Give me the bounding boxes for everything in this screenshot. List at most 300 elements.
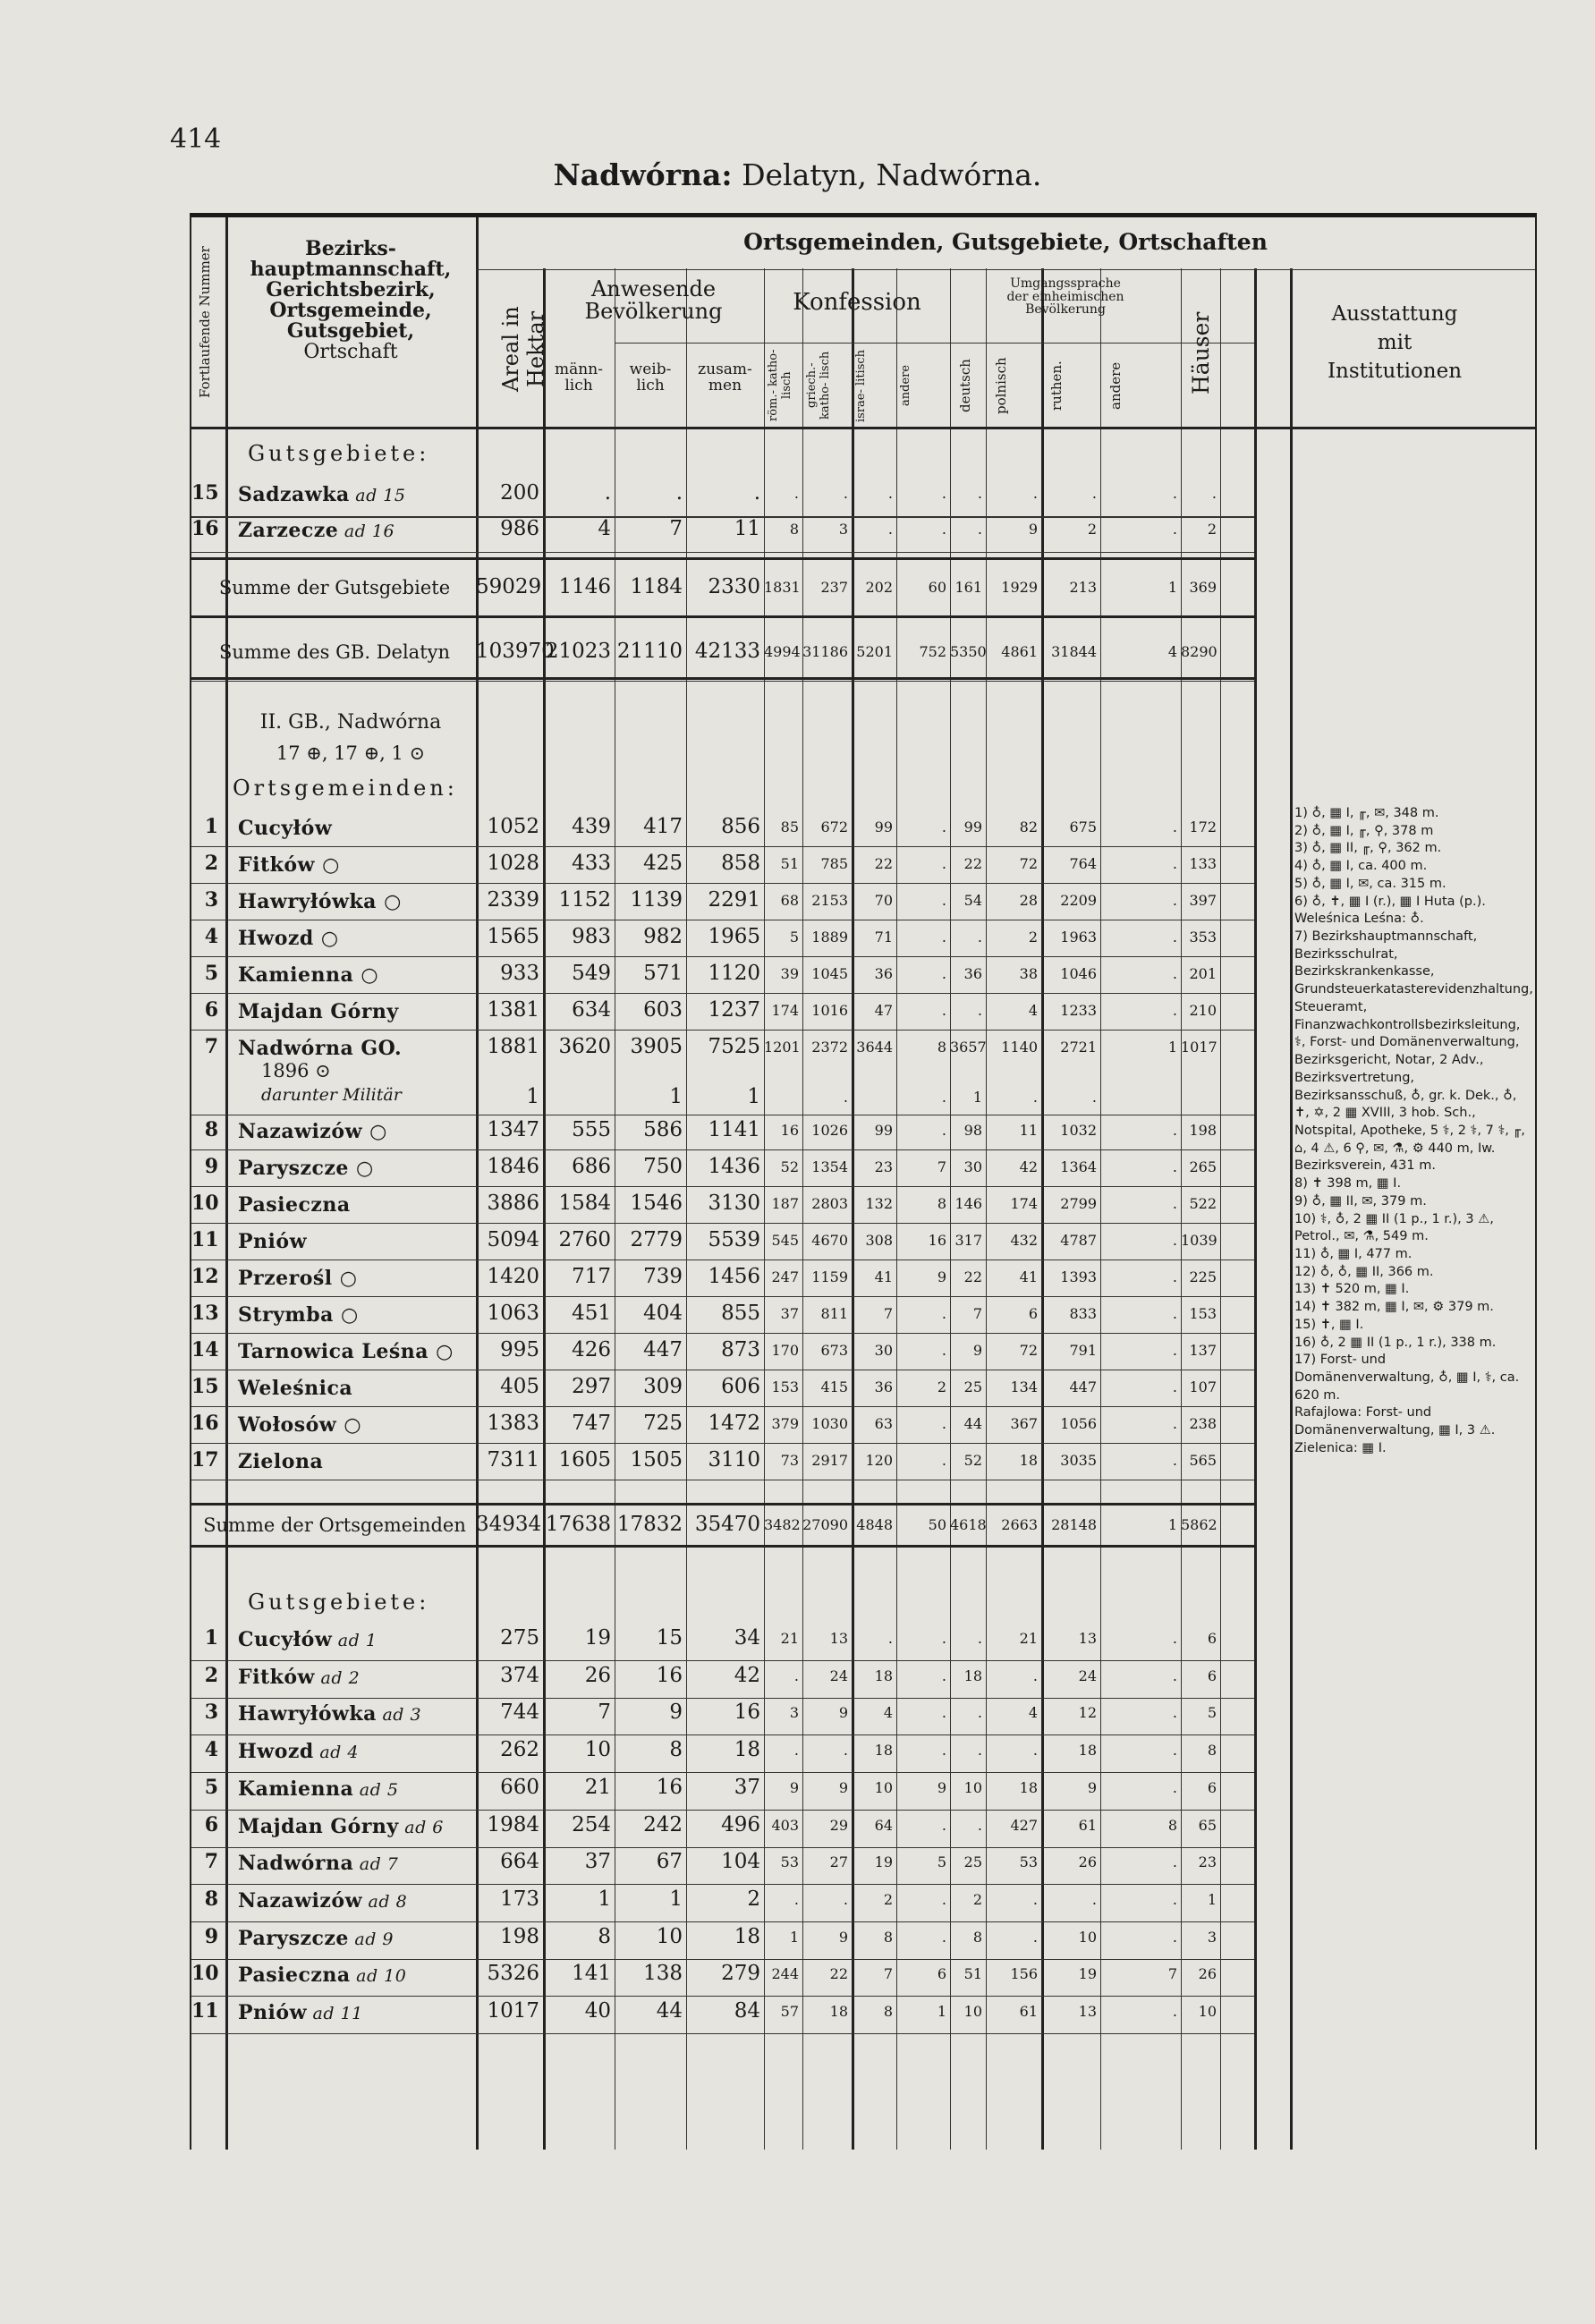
gutsgebiet-row-value: . <box>1172 1928 1177 1946</box>
top-gutsgebiet-row-value: . <box>941 521 946 538</box>
gutsgebiet-row-name-text: Hawryłówka <box>238 1702 377 1726</box>
gutsgebiet-row-name <box>238 2001 363 2024</box>
ortsgemeinde-row-value: 22 <box>874 855 893 872</box>
row-rule <box>191 677 1254 680</box>
top-gutsgebiet-row-name-suffix: ad 15 <box>349 486 406 505</box>
header-area: Areal in Hektar <box>498 306 548 392</box>
gutsgebiet-row-value: 173 <box>500 1887 539 1911</box>
gutsgebiet-row-name <box>238 1740 359 1763</box>
gutsgebiet-row-value: 25 <box>963 1853 982 1871</box>
institution-entry: Zielenica: ▦ I. <box>1294 1440 1387 1455</box>
gutsgebiet-row-value: . <box>1172 1778 1177 1796</box>
gutsgebiet-row-value: 57 <box>780 2003 799 2020</box>
gutsgebiet-row-value: 13 <box>1078 1630 1097 1647</box>
ortsgemeinde-row-value: 856 <box>721 815 760 838</box>
gutsgebiet-row-name-suffix: ad 5 <box>353 1779 399 1800</box>
gutsgebiet-row-value: 26 <box>584 1663 611 1687</box>
header-institutions-line: Institutionen <box>1327 360 1463 384</box>
ortsgemeinde-row-value: 153 <box>1189 1305 1217 1322</box>
ortsgemeinde-row-name <box>238 1340 454 1363</box>
ortsgemeinde-row-value: 63 <box>874 1415 893 1432</box>
ortsgemeinde-row-name-text: Paryszcze ○ <box>238 1157 374 1180</box>
gutsgebiet-row-value: . <box>1091 1890 1097 1908</box>
top-gutsgebiet-row-value: 11 <box>734 517 760 540</box>
ortsgemeinde-row-value: 3657 <box>950 1039 987 1056</box>
gutsgebiet-row-value: 4 <box>883 1704 893 1722</box>
top-gutsgebiet-row-value: 200 <box>500 481 539 505</box>
ortsgemeinde-row-value: 72 <box>1019 855 1038 872</box>
column-rule <box>225 217 228 2150</box>
ortsgemeinde-row-value: 603 <box>643 998 683 1022</box>
ortsgemeinde-row-value: 2779 <box>630 1228 683 1251</box>
ortsgemeinde-row-value: 1139 <box>630 888 683 912</box>
gutsgebiet-row-value: 8 <box>883 1928 893 1946</box>
ortsgemeinde-row-value: 18 <box>1019 1452 1038 1469</box>
ortsgemeinde-row-value: . <box>941 965 946 982</box>
gutsgebiet-row-value: 8 <box>1167 1816 1177 1834</box>
ortsgemeinde-row-value: . <box>941 855 946 872</box>
section-ortsgemeinden-heading: Ortsgemeinden: <box>233 776 458 801</box>
sum-gutsgebiete-value: 1 <box>1167 579 1177 596</box>
gutsgebiet-row-number: 11 <box>191 1999 219 2023</box>
ortsgemeinde-row-value: 4 <box>1028 1002 1038 1019</box>
ortsgemeinde-row-value: 606 <box>721 1375 760 1398</box>
ortsgemeinde-row-value: 8 <box>937 1039 946 1056</box>
top-gutsgebiet-row-value: 3 <box>838 521 848 538</box>
gutsgebiet-row-value: 7 <box>598 1701 611 1725</box>
sum-gb-delatyn-value: 31186 <box>802 643 848 660</box>
ortsgemeinde-row-value: 85 <box>780 818 799 835</box>
ortsgemeinde-row-value: 555 <box>572 1118 611 1141</box>
ortsgemeinde-row-value: 174 <box>771 1002 799 1019</box>
ortsgemeinde-row-name <box>238 1450 323 1473</box>
ortsgemeinde-row-value: . <box>941 1002 946 1019</box>
row-rule <box>191 1847 1254 1848</box>
institution-entry: 14) ✝ 382 m, ▦ I, ✉, ⚙ 379 m. <box>1294 1300 1494 1315</box>
ortsgemeinde-row-value: 172 <box>1189 818 1217 835</box>
gutsgebiet-row-value: 1 <box>669 1887 683 1911</box>
header-population <box>543 278 764 323</box>
gutsgebiet-row-name-text: Fitków <box>238 1665 315 1689</box>
row-rule <box>191 681 1254 682</box>
institution-entry: 11) ♁, ▦ I, 477 m. <box>1294 1246 1413 1261</box>
ortsgemeinde-row-value: 1052 <box>487 815 539 838</box>
ortsgemeinde-row-value: 1347 <box>487 1118 539 1141</box>
gutsgebiet-row-value: 15 <box>656 1626 683 1650</box>
row-rule <box>191 1545 1254 1548</box>
gutsgebiet-row-value: 6 <box>1207 1667 1217 1684</box>
sum-ortsgemeinden-value: 17638 <box>545 1513 611 1536</box>
ortsgemeinde-row-value: 30 <box>963 1158 982 1175</box>
row-rule <box>191 1698 1254 1699</box>
gutsgebiet-row-value: 53 <box>1019 1853 1038 1871</box>
top-gutsgebiet-row-value: . <box>887 485 893 502</box>
ortsgemeinde-row-value: . <box>941 818 946 835</box>
gutsgebiet-row-name-suffix: ad 4 <box>313 1743 359 1763</box>
row-rule <box>191 517 1254 518</box>
top-gutsgebiet-row-value: 4 <box>598 517 611 540</box>
sum-ortsgemeinden-value: 4618 <box>950 1516 987 1533</box>
ortsgemeinde-row-name <box>238 1230 307 1253</box>
ortsgemeinde-row-value: 99 <box>963 818 982 835</box>
ortsgemeinde-row-number: 1 <box>204 815 218 838</box>
gutsgebiet-row-value: 660 <box>500 1775 539 1799</box>
institution-entry: 17) Forst- und Domänenverwaltung, ♁, ▦ I, ⚕, ca. 620 m. <box>1294 1353 1520 1403</box>
gutsgebiet-row-value: . <box>941 1667 946 1684</box>
row-rule <box>191 956 1254 957</box>
ortsgemeinde-row-value: 1063 <box>487 1302 539 1325</box>
gutsgebiet-row-name-text: Paryszcze <box>238 1926 349 1950</box>
ortsgemeinde-row-value: . <box>1172 818 1177 835</box>
gutsgebiet-row-value: 51 <box>963 1965 982 1983</box>
gutsgebiet-row-value: 1 <box>598 1887 611 1911</box>
gutsgebiet-row-value: 275 <box>500 1626 539 1650</box>
ortsgemeinde-row-value: . <box>1172 965 1177 982</box>
ortsgemeinde-row-value: 725 <box>643 1412 683 1435</box>
gutsgebiet-row-name-suffix: ad 2 <box>315 1667 361 1688</box>
institution-entry: 13) ✝ 520 m, ▦ I. <box>1294 1282 1410 1297</box>
sum-gutsgebiete-value: 1146 <box>558 575 611 598</box>
gutsgebiet-row-value: 10 <box>874 1778 893 1796</box>
gutsgebiet-row-number: 10 <box>191 1962 219 1986</box>
gutsgebiet-row-value: 24 <box>1078 1667 1097 1684</box>
ortsgemeinde-row-number: 10 <box>191 1192 219 1215</box>
ortsgemeinde-row-number: 9 <box>204 1155 218 1178</box>
gutsgebiet-row-value: 262 <box>500 1738 539 1762</box>
ortsgemeinde-row-value: 426 <box>572 1338 611 1361</box>
ortsgemeinde-row-value: 41 <box>1019 1268 1038 1285</box>
ortsgemeinde-row-value: 54 <box>963 892 982 909</box>
gutsgebiet-row-value: 5 <box>937 1853 946 1871</box>
ortsgemeinde-row-name-text: Cucyłów <box>238 817 333 840</box>
gutsgebiet-row-value: 18 <box>874 1742 893 1760</box>
ortsgemeinde-row-value: 44 <box>963 1415 982 1432</box>
header-houses: Häuser <box>1188 311 1214 395</box>
sum-gb-delatyn-value: 4 <box>1167 643 1177 660</box>
header-language-l2: polnisch <box>993 357 1009 414</box>
ortsgemeinde-row-value: . <box>941 929 946 946</box>
ortsgemeinde-row-name-text: Pniów <box>238 1230 308 1253</box>
ortsgemeinde-row-value: 210 <box>1189 1002 1217 1019</box>
ortsgemeinde-row-value: 447 <box>643 1338 683 1361</box>
row-rule <box>191 1406 1254 1407</box>
gutsgebiet-row-name-suffix: ad 9 <box>348 1929 395 1949</box>
gutsgebiet-row-value: 2 <box>883 1890 893 1908</box>
ortsgemeinde-row-value: . <box>977 1002 982 1019</box>
ortsgemeinde-row-value: . <box>941 1305 946 1322</box>
ortsgemeinde-row-value: . <box>1172 1415 1177 1432</box>
ortsgemeinde-row-value: 717 <box>572 1265 611 1288</box>
gutsgebiet-row-value: 744 <box>500 1701 539 1725</box>
header-ordinal: Fortlaufende Nummer <box>197 246 213 398</box>
ortsgemeinde-row-value: 2721 <box>1060 1039 1097 1056</box>
sum-gutsgebiete-value: 59029 <box>476 575 542 598</box>
top-gutsgebiet-row-name-suffix: ad 16 <box>338 522 395 541</box>
row-rule <box>191 1660 1254 1661</box>
ortsgemeinde-row-value: 405 <box>500 1375 539 1398</box>
gutsgebiet-row-value: . <box>887 1630 893 1647</box>
top-gutsgebiet-row-value: 9 <box>1028 521 1038 538</box>
gutsgebiet-row-name <box>238 1777 398 1801</box>
ortsgemeinde-row-value: 1605 <box>558 1448 611 1472</box>
gutsgebiet-row-value: 61 <box>1078 1816 1097 1834</box>
ortsgemeinde-row-value: 1030 <box>811 1415 848 1432</box>
sum-ortsgemeinden-value: 27090 <box>802 1516 848 1533</box>
header-institutions <box>1254 300 1535 386</box>
ortsgemeinde-row-value: 25 <box>963 1378 982 1395</box>
ortsgemeinde-row-value: 672 <box>820 818 848 835</box>
gb-title: II. GB., Nadwórna <box>259 711 442 734</box>
gutsgebiet-row-value: . <box>941 1630 946 1647</box>
gutsgebiet-row-value: . <box>977 1816 982 1834</box>
ortsgemeinde-row-value: 47 <box>874 1002 893 1019</box>
header-language-line: der einheimischen <box>1006 289 1124 304</box>
sum-ortsgemeinden-value: 34934 <box>476 1513 542 1536</box>
sum-gb-delatyn-value: 5350 <box>950 643 987 660</box>
gutsgebiet-row-value: 23 <box>1198 1853 1217 1871</box>
gutsgebiet-row-value: . <box>977 1704 982 1722</box>
sum-gb-delatyn-value: 31844 <box>1051 643 1097 660</box>
gutsgebiet-row-name-text: Cucyłów <box>238 1628 333 1651</box>
sum-gutsgebiete-value: 237 <box>820 579 848 596</box>
nadworna-military-label: darunter Militär <box>261 1085 402 1105</box>
ortsgemeinde-row-name <box>238 853 340 877</box>
nadworna-military-value: 1 <box>669 1085 683 1108</box>
top-gutsgebiet-row-value: . <box>675 481 683 505</box>
row-rule <box>191 1186 1254 1187</box>
ortsgemeinde-row-value: 201 <box>1189 965 1217 982</box>
ortsgemeinde-row-value: 36 <box>963 965 982 982</box>
gutsgebiet-row-value: 6 <box>1207 1630 1217 1647</box>
gutsgebiet-row-value: . <box>941 1890 946 1908</box>
sum-ortsgemeinden-value: 4848 <box>856 1516 893 1533</box>
ortsgemeinde-row-value: 1056 <box>1060 1415 1097 1432</box>
ortsgemeinde-row-value: 1881 <box>487 1035 539 1058</box>
header-name-line: Bezirks- <box>305 237 396 260</box>
row-rule <box>191 1810 1254 1811</box>
gutsgebiet-row-value: 10 <box>584 1738 611 1762</box>
gutsgebiet-row-value: 2 <box>747 1887 760 1911</box>
ortsgemeinde-row-value: 9 <box>937 1268 946 1285</box>
header-male <box>543 362 615 394</box>
ortsgemeinde-row-value: 791 <box>1069 1342 1097 1359</box>
sum-gb-delatyn-value: 21023 <box>545 640 611 663</box>
gutsgebiet-row-value: 16 <box>656 1775 683 1799</box>
gutsgebiet-row-number: 7 <box>204 1850 218 1874</box>
ortsgemeinde-row-value: 811 <box>820 1305 848 1322</box>
ortsgemeinde-row-value: 308 <box>865 1232 893 1249</box>
top-gutsgebiet-row-name <box>238 483 405 506</box>
header-bottom-rule <box>191 427 1535 429</box>
ortsgemeinde-row-value: 353 <box>1189 929 1217 946</box>
gutsgebiet-row-name-text: Kamienna <box>238 1777 354 1801</box>
ortsgemeinde-row-name-text: Nazawizów ○ <box>238 1120 387 1143</box>
gutsgebiet-row-value: 3 <box>789 1704 799 1722</box>
nadworna-military-value: 1 <box>747 1085 760 1108</box>
sum-ortsgemeinden-label: Summe der Ortsgemeinden <box>203 1514 466 1536</box>
ortsgemeinde-row-value: 73 <box>780 1452 799 1469</box>
gutsgebiet-row-value: 16 <box>734 1701 760 1725</box>
top-gutsgebiet-row-name-text: Sadzawka <box>238 483 350 506</box>
gutsgebiet-row-value: 403 <box>771 1816 799 1834</box>
ortsgemeinde-row-value: 107 <box>1189 1378 1217 1395</box>
sum-gb-delatyn-value: 4861 <box>1001 643 1038 660</box>
ortsgemeinde-row-value: 2 <box>937 1378 946 1395</box>
header-rule <box>476 269 1535 270</box>
ortsgemeinde-row-value: 2917 <box>811 1452 848 1469</box>
header-female-line: lich <box>636 376 665 394</box>
gutsgebiet-row-number: 2 <box>204 1663 218 1687</box>
gutsgebiet-row-value: 8 <box>669 1738 683 1762</box>
ortsgemeinde-row-value: 71 <box>874 929 893 946</box>
ortsgemeinde-row-value: 586 <box>643 1118 683 1141</box>
ortsgemeinde-row-name <box>238 1193 351 1217</box>
gutsgebiet-row-name <box>238 1628 377 1651</box>
ortsgemeinde-row-value: 433 <box>572 852 611 875</box>
gutsgebiet-row-value: 21 <box>780 1630 799 1647</box>
ortsgemeinde-row-value: 132 <box>865 1195 893 1212</box>
gutsgebiet-row-value: 21 <box>1019 1630 1038 1647</box>
ortsgemeinde-row-value: 51 <box>780 855 799 872</box>
top-gutsgebiet-row-value: . <box>1172 521 1177 538</box>
ortsgemeinde-row-value: . <box>941 1415 946 1432</box>
ortsgemeinde-row-value: 3035 <box>1060 1452 1097 1469</box>
gutsgebiet-row-value: 10 <box>656 1924 683 1948</box>
ortsgemeinde-row-value: 447 <box>1069 1378 1097 1395</box>
ortsgemeinde-row-value: . <box>941 1452 946 1469</box>
ortsgemeinde-row-value: . <box>1172 1305 1177 1322</box>
nadworna-military-value: . <box>1032 1089 1038 1106</box>
gutsgebiet-row-value: 7 <box>1167 1965 1177 1983</box>
top-gutsgebiet-row-value: 2 <box>1087 521 1097 538</box>
gutsgebiet-row-value: 1 <box>789 1928 799 1946</box>
row-rule <box>191 1223 1254 1224</box>
gutsgebiet-row-value: 37 <box>584 1850 611 1874</box>
gutsgebiet-row-number: 5 <box>204 1775 218 1799</box>
ortsgemeinde-row-value: 1017 <box>1181 1039 1217 1056</box>
gutsgebiet-row-name <box>238 1666 360 1689</box>
page-number: 414 <box>170 123 222 155</box>
ortsgemeinde-row-value: 855 <box>721 1302 760 1325</box>
ortsgemeinde-row-value: 1028 <box>487 852 539 875</box>
institution-entry: 1) ♁, ▦ I, ╓, ✉, 348 m. <box>1294 806 1439 820</box>
gutsgebiet-row-value: 279 <box>721 1962 760 1986</box>
section-gutsgebiete-heading: Gutsgebiete: <box>248 441 430 466</box>
gutsgebiet-row-value: 18 <box>1078 1742 1097 1760</box>
nadworna-military-value: 1 <box>526 1085 539 1108</box>
gutsgebiet-row-name <box>238 1815 444 1838</box>
gutsgebiet-row-value: 10 <box>1078 1928 1097 1946</box>
gutsgebiet-row-value: 19 <box>874 1853 893 1871</box>
sum-ortsgemeinden-value: 17832 <box>616 1513 683 1536</box>
top-gutsgebiet-row-value: . <box>977 485 982 502</box>
top-gutsgebiet-row-name-text: Zarzecze <box>238 519 339 542</box>
gutsgebiet-row-name <box>238 1964 406 1987</box>
ortsgemeinde-row-value: 5094 <box>487 1228 539 1251</box>
sum-gb-delatyn-value: 4994 <box>764 643 801 660</box>
gutsgebiet-row-value: 18 <box>734 1924 760 1948</box>
row-rule <box>191 1149 1254 1150</box>
row-rule <box>191 846 1254 847</box>
ortsgemeinde-row-name-text: Pasieczna <box>238 1193 351 1217</box>
ortsgemeinde-row-value: . <box>941 1122 946 1139</box>
ortsgemeinde-row-value: 5 <box>789 929 799 946</box>
header-institutions-line: mit <box>1377 331 1413 355</box>
sum-ortsgemeinden-value: 1 <box>1167 1516 1177 1533</box>
nadworna-military-value: . <box>1091 1089 1097 1106</box>
gutsgebiet-row-value: 27 <box>829 1853 848 1871</box>
ortsgemeinde-row-value: . <box>1172 1122 1177 1139</box>
ortsgemeinde-row-value: 28 <box>1019 892 1038 909</box>
ortsgemeinde-row-value: 995 <box>500 1338 539 1361</box>
ortsgemeinde-row-name <box>238 1157 374 1180</box>
header-name-line: hauptmannschaft, <box>250 258 452 282</box>
ortsgemeinde-row-value: 1354 <box>811 1158 848 1175</box>
gutsgebiet-row-value: 1017 <box>487 1999 539 2023</box>
gutsgebiet-row-name-text: Nadwórna <box>238 1852 354 1876</box>
gutsgebiet-row-value: 37 <box>734 1775 760 1799</box>
top-gutsgebiet-row-value: . <box>1091 485 1097 502</box>
ortsgemeinde-row-value: 675 <box>1069 818 1097 835</box>
ortsgemeinde-row-value: 170 <box>771 1342 799 1359</box>
ortsgemeinde-row-value: 225 <box>1189 1268 1217 1285</box>
ortsgemeinde-row-value: 133 <box>1189 855 1217 872</box>
ortsgemeinde-row-value: 1016 <box>811 1002 848 1019</box>
ortsgemeinde-row-value: 1393 <box>1060 1268 1097 1285</box>
row-rule <box>191 1333 1254 1334</box>
ortsgemeinde-row-value: 858 <box>721 852 760 875</box>
ortsgemeinde-row-number: 13 <box>191 1302 219 1325</box>
gutsgebiet-row-value: 13 <box>829 1630 848 1647</box>
column-rule <box>1290 268 1293 2150</box>
ortsgemeinde-row-value: 265 <box>1189 1158 1217 1175</box>
ortsgemeinde-row-value: 367 <box>1010 1415 1038 1432</box>
institution-entry: 10) ⚕, ♁, 2 ▦ II (1 p., 1 r.), 3 ⚠, Petrol., ✉, ⚗, 549 m. <box>1294 1211 1494 1244</box>
ortsgemeinde-row-value: 1889 <box>811 929 848 946</box>
gutsgebiet-row-value: 10 <box>963 2003 982 2020</box>
gutsgebiet-row-value: . <box>1172 1704 1177 1722</box>
ortsgemeinde-row-value: 785 <box>820 855 848 872</box>
gutsgebiet-row-value: 18 <box>829 2003 848 2020</box>
gutsgebiet-row-value: 19 <box>1078 1965 1097 1983</box>
row-rule <box>191 1921 1254 1922</box>
header-name-line: Gerichtsbezirk, <box>266 278 436 302</box>
sum-gutsgebiete-value: 1929 <box>1001 579 1038 596</box>
gutsgebiet-row-value: 6 <box>937 1965 946 1983</box>
ortsgemeinde-row-value: 1026 <box>811 1122 848 1139</box>
ortsgemeinde-row-name-text: Nadwórna GO. <box>238 1037 403 1060</box>
ortsgemeinde-row-value: 983 <box>572 925 611 948</box>
gutsgebiet-row-value: . <box>1032 1742 1038 1760</box>
gutsgebiet-row-number: 6 <box>204 1812 218 1836</box>
ortsgemeinde-row-value: 2291 <box>708 888 760 912</box>
gutsgebiet-row-value: 24 <box>829 1667 848 1684</box>
gutsgebiet-row-value: 427 <box>1010 1816 1038 1834</box>
gutsgebiet-row-name-text: Nazawizów <box>238 1888 363 1913</box>
sum-gutsgebiete-value: 202 <box>865 579 893 596</box>
ortsgemeinde-row-value: . <box>1172 1452 1177 1469</box>
gutsgebiet-row-value: . <box>941 1704 946 1722</box>
institution-entry: 12) ♁, ♁, ▦ II, 366 m. <box>1294 1264 1434 1279</box>
ortsgemeinde-row-value: . <box>941 1342 946 1359</box>
gutsgebiet-row-name-suffix: ad 1 <box>332 1631 378 1650</box>
ortsgemeinde-row-value: . <box>1172 1342 1177 1359</box>
top-gutsgebiet-row-value: . <box>1211 485 1217 502</box>
gutsgebiet-row-value: 10 <box>1198 2003 1217 2020</box>
header-language-l1: deutsch <box>957 359 973 412</box>
institution-entry: 6) ♁, ✝, ▦ I (r.), ▦ I Huta (p.). <box>1294 894 1486 909</box>
row-rule <box>191 552 1254 553</box>
